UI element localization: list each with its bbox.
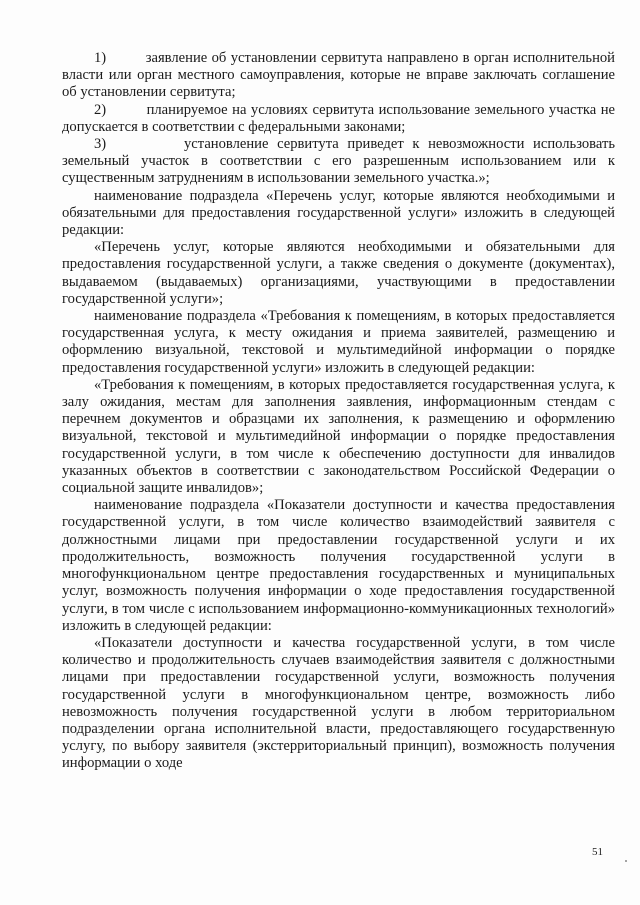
document-body	[62, 50, 615, 773]
list-item-1: 1) заявление об установлении сервитута направлено в орган исполнительной власти или орган местного самоуправления, которые не вправе заключать соглашение об установлении сервитута;	[62, 50, 615, 101]
scan-speck	[625, 860, 627, 862]
page-number: 51	[592, 846, 603, 858]
amendment-instruction-premises: наименование подраздела «Требования к помещениям, в которых предоставляется государственная услуга, к месту ожидания и приема заявителей, размещению и оформлению визуальной, текстовой и мультимедийной информации о порядке предоставления государственной услуги» изложить в следующей редакции:	[62, 308, 615, 376]
amendment-instruction-accessibility: наименование подраздела «Показатели доступности и качества предоставления государственной услуги, в том числе количество взаимодействий заявителя с должностными лицами при предоставлении государственной услуги и их продолжительность, возможность получения государственной услуги в многофункциональном центре предоставления государственных и муниципальных услуг, возможность получения информации о ходе предоставления государственной услуги, в том числе с использованием информационно-коммуникационных технологий» изложить в следующей редакции:	[62, 497, 615, 634]
amendment-instruction-services-list: наименование подраздела «Перечень услуг, которые являются необходимыми и обязательными для предоставления государственной услуги» изложить в следующей редакции:	[62, 187, 615, 239]
amended-heading-services-list: «Перечень услуг, которые являются необходимыми и обязательными для предоставления государственной услуги, а также сведения о документе (документах), выдаваемом (выдаваемых) организациями, участвующими в предоставлении государственной услуги»;	[62, 239, 615, 307]
list-item-2: 2) планируемое на условиях сервитута использование земельного участка не допускается в соответствии с федеральными законами;	[62, 101, 615, 135]
amended-heading-accessibility: «Показатели доступности и качества государственной услуги, в том числе количество и продолжительность случаев взаимодействия заявителя с должностными лицами при предоставлении государственной услуги, возможность получения государственной услуги в многофункциональном центре, возможность либо невозможность получения государственной услуги в любом территориальном подразделении органа исполнительной власти, предоставляющего государственную услугу, по выбору заявителя (экстерриториальный принцип), возможность получения информации о ходе	[62, 634, 615, 772]
list-item-3: 3) установление сервитута приведет к невозможности использовать земельный участок в соответствии с его разрешенным использованием или к существенным затруднениям в использовании земельного участка.»;	[62, 136, 615, 187]
amended-heading-premises: «Требования к помещениям, в которых предоставляется государственная услуга, к залу ожидания, местам для заполнения заявления, информационным стендам с перечнем документов и образцами их заполнения, к размещению и оформлению визуальной, текстовой и мультимедийной информации о порядке предоставления государственной услуги, в том числе к обеспечению доступности для инвалидов указанных объектов в соответствии с законодательством Российской Федерации о социальной защите инвалидов»;	[62, 376, 615, 497]
